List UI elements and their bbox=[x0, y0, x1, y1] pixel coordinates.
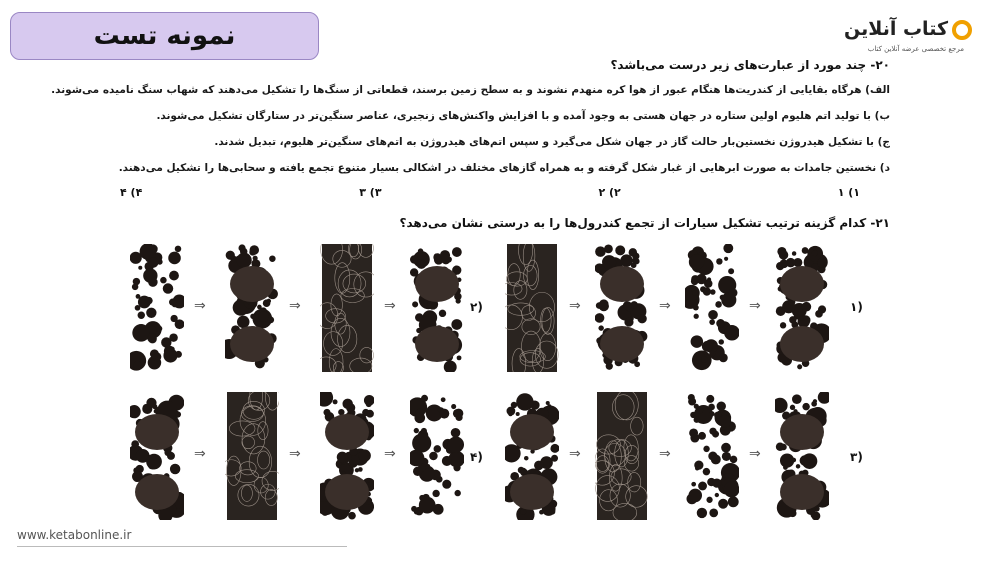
sequence-arrow-icon: ⇒ bbox=[659, 446, 671, 462]
sequence-arrow-icon: ⇒ bbox=[384, 446, 396, 462]
chondrule-panel bbox=[775, 244, 829, 372]
statement-c: ج) با تشکیل هیدروژن نخستین‌بار حالت گاز در جهان شکل می‌گیرد و سپس اتم‌های هیدروژن به اتم‌های سنگین‌تر هلیوم، تبدیل شدند. bbox=[214, 136, 890, 148]
figure-option-2-label[interactable]: ۲) bbox=[470, 300, 483, 314]
chondrule-panel bbox=[130, 392, 184, 520]
chondrule-panel bbox=[595, 244, 649, 372]
logo-subtitle: مرجع تخصصی عرضه آنلاین کتاب bbox=[867, 45, 964, 53]
chondrule-panel bbox=[595, 392, 649, 520]
question-21-title: ۲۱- کدام گزینه ترتیب تشکیل سیارات از تجمع کندرول‌ها را به درستی نشان می‌دهد؟ bbox=[399, 216, 890, 230]
chondrule-panel bbox=[685, 392, 739, 520]
chondrule-panel bbox=[505, 392, 559, 520]
chondrule-panel bbox=[225, 244, 279, 372]
sequence-arrow-icon: ⇒ bbox=[659, 298, 671, 314]
statement-a: الف) هرگاه بقایایی از کندریت‌ها هنگام عبور از هوا کره منهدم نشوند و به سطح زمین برسند، قطعاتی از سنگ‌ها را تشکیل می‌دهند که شهاب سنگ نامیده می‌شوند. bbox=[51, 84, 890, 96]
sequence-arrow-icon: ⇒ bbox=[194, 446, 206, 462]
footer-url[interactable]: www.ketabonline.ir bbox=[17, 528, 132, 542]
question-20-title: ۲۰- چند مورد از عبارت‌های زیر درست می‌باشد؟ bbox=[610, 58, 890, 72]
chondrule-panel bbox=[410, 392, 464, 520]
chondrule-panel bbox=[685, 244, 739, 372]
logo-title: کتاب آنلاین bbox=[844, 18, 948, 40]
statement-d: د) نخستین جامدات به صورت ابرهایی از غبار شکل گرفته و به همراه گازهای مختلف در اشکالی بسیار متنوع تجمع یافته و سحابی‌ها را تشکیل می‌دهند. bbox=[118, 162, 890, 174]
chondrule-panel bbox=[775, 392, 829, 520]
sequence-arrow-icon: ⇒ bbox=[569, 446, 581, 462]
sequence-arrow-icon: ⇒ bbox=[749, 298, 761, 314]
chondrule-panel bbox=[130, 244, 184, 372]
figure-option-1-label[interactable]: ۱) bbox=[850, 300, 863, 314]
chondrule-panel bbox=[505, 244, 559, 372]
sequence-arrow-icon: ⇒ bbox=[289, 298, 301, 314]
statement-b: ب) با تولید اتم هلیوم اولین ستاره در جهان هستی به وجود آمده و با افزایش واکنش‌های زنجیری، عناصر سنگین‌تر در ستارگان تشکیل می‌شوند. bbox=[156, 110, 890, 122]
footer-divider bbox=[17, 546, 347, 547]
option-1[interactable]: ۱) ۱ bbox=[837, 186, 860, 199]
figure-row-top bbox=[130, 244, 890, 372]
sequence-arrow-icon: ⇒ bbox=[194, 298, 206, 314]
figure-option-4-label[interactable]: ۴) bbox=[470, 450, 483, 464]
chondrule-panel bbox=[320, 244, 374, 372]
chondrule-panel bbox=[410, 244, 464, 372]
option-4[interactable]: ۴) ۴ bbox=[120, 186, 143, 199]
sample-test-badge: نمونه تست bbox=[10, 12, 319, 60]
site-logo bbox=[822, 18, 972, 58]
question-20-options bbox=[120, 186, 860, 199]
sequence-arrow-icon: ⇒ bbox=[289, 446, 301, 462]
sequence-arrow-icon: ⇒ bbox=[749, 446, 761, 462]
option-3[interactable]: ۳) ۳ bbox=[359, 186, 382, 199]
sequence-arrow-icon: ⇒ bbox=[569, 298, 581, 314]
chondrule-panel bbox=[320, 392, 374, 520]
figure-option-3-label[interactable]: ۳) bbox=[850, 450, 863, 464]
figure-row-bottom bbox=[130, 392, 890, 520]
sequence-arrow-icon: ⇒ bbox=[384, 298, 396, 314]
logo-ring-icon bbox=[952, 20, 972, 40]
option-2[interactable]: ۲) ۲ bbox=[598, 186, 621, 199]
chondrule-panel bbox=[225, 392, 279, 520]
